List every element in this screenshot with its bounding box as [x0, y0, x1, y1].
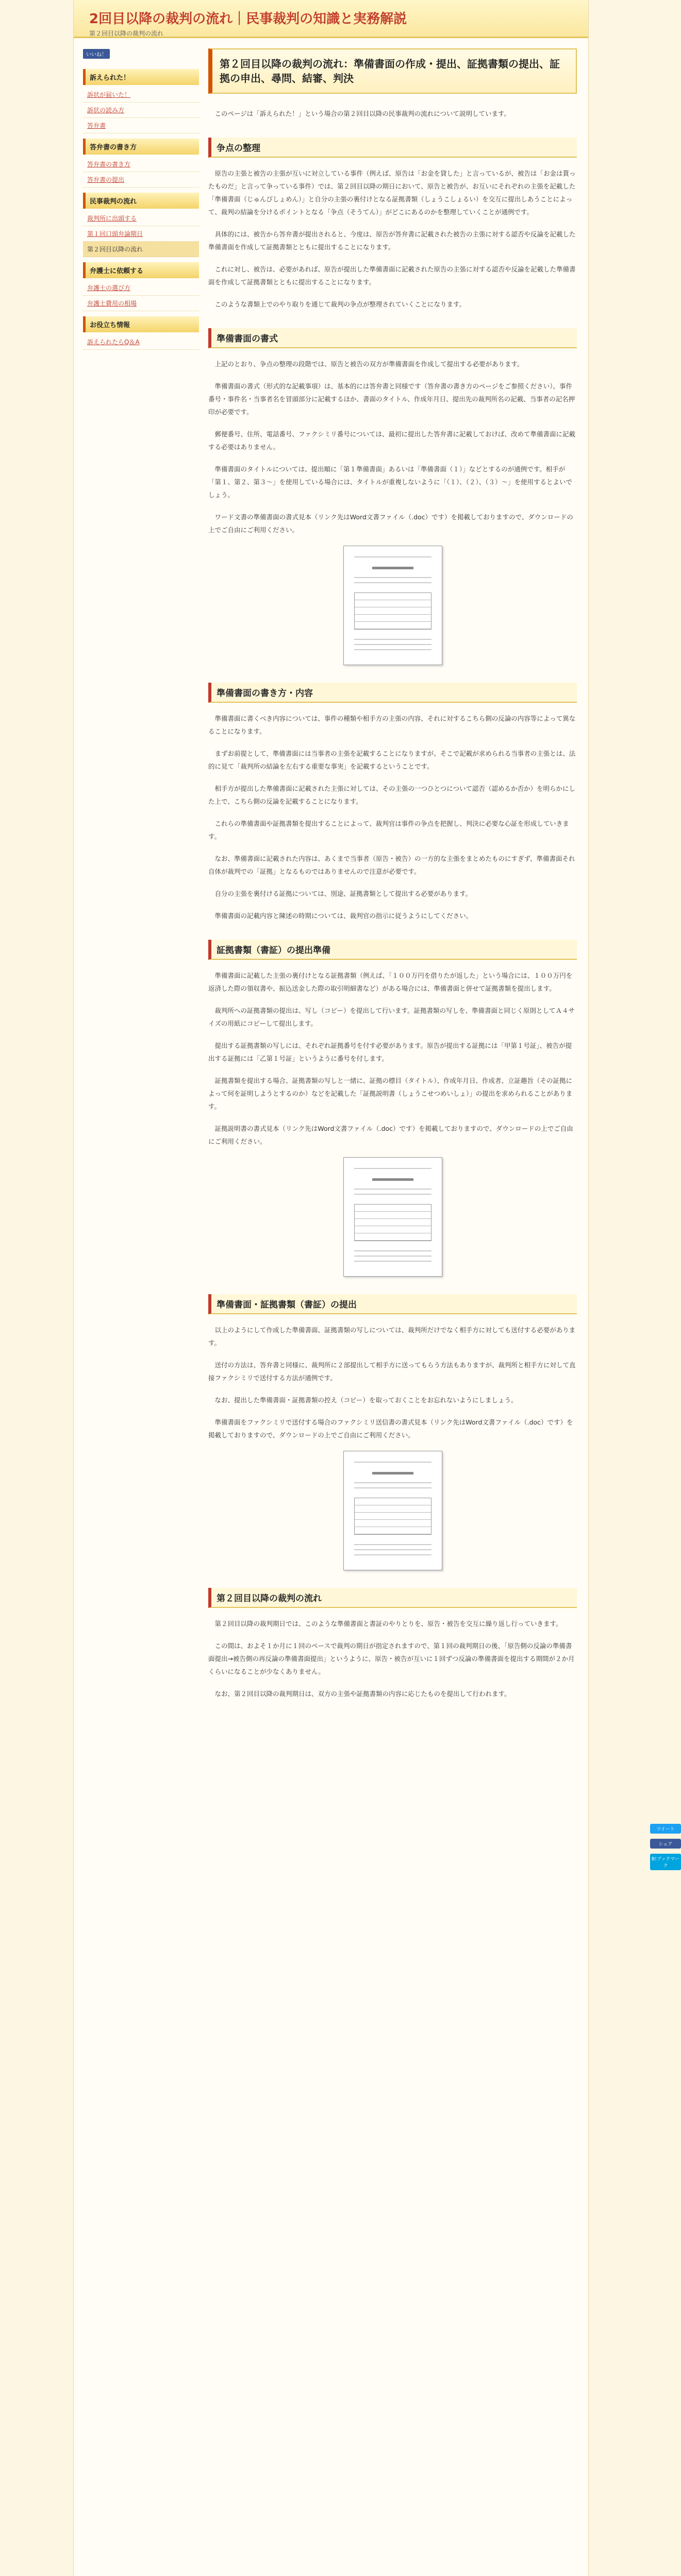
sidebar-link[interactable]: 答弁書の書き方	[83, 157, 199, 172]
facebook-like-button[interactable]: いいね！	[83, 49, 110, 59]
section-heading: 準備書面の書き方・内容	[208, 683, 577, 703]
site-title[interactable]: 2回目以降の裁判の流れ｜民事裁判の知識と実務解説	[89, 11, 407, 27]
facebook-share-button[interactable]: シェア	[650, 1839, 681, 1849]
section-paragraph: 準備書面の記載内容と陳述の時期については、裁判官の指示に従うようにしてください。	[214, 912, 473, 920]
sidebar-heading: お役立ち情報	[83, 316, 199, 332]
site-header	[74, 0, 588, 38]
section-paragraph: まずお前提として、準備書面には当事者の主張を記載することになりますが、そこで記載が求められる当事者の主張とは、法的に見て「裁判所の結論を左右する重要な事実」を記載するということです。	[208, 750, 576, 770]
site-subtitle: 第２回目以降の裁判の流れ	[89, 30, 164, 37]
sidebar-link[interactable]: 訴えられたらQ＆A	[83, 334, 199, 350]
sidebar-link[interactable]: 裁判所に出頭する	[83, 211, 199, 226]
section-paragraph: 証拠説明書の書式見本（リンク先はWord文書ファイル（.doc）です）を掲載しておりますので、ダウンロードの上でご自由にご利用ください。	[208, 1125, 573, 1145]
document-sample-image[interactable]	[343, 1451, 442, 1570]
section-paragraph: なお、提出した準備書面・証拠書類の控え（コピー）を取っておくことをお忘れないようにしましょう。	[214, 1396, 518, 1404]
section-paragraph: なお、第２回目以降の裁判期日は、双方の主張や証拠書類の内容に応じたものを提出して行われます。	[214, 1690, 511, 1698]
section-heading: 争点の整理	[208, 138, 577, 158]
section-paragraph: 準備書面をファクシミリで送付する場合のファクシミリ送信書の書式見本（リンク先はWord文書ファイル（.doc）です）を掲載しておりますので、ダウンロードの上でご自由にご利用ください。	[208, 1418, 573, 1439]
section-paragraph: 郵便番号、住所、電話番号、ファクシミリ番号については、最初に提出した答弁書に記載しておけば、改めて準備書面に記載する必要はありません。	[208, 430, 576, 451]
sidebar-link[interactable]: 第１回口頭弁論期日	[83, 226, 199, 242]
section-paragraph: 上記のとおり、争点の整理の段階では、原告と被告の双方が準備書面を作成して提出する必要があります。	[214, 360, 524, 368]
section-paragraph: 具体的には、被告から答弁書が提出されると、今度は、原告が答弁書に記載された被告の主張に対する認否や反論を記載した準備書面を作成して証拠書類とともに提出することになります。	[208, 230, 576, 251]
section-paragraph: ワード文書の準備書面の書式見本（リンク先はWord文書ファイル（.doc）です）を掲載しておりますので、ダウンロードの上でご自由にご利用ください。	[208, 513, 573, 534]
sidebar-heading: 答弁書の書き方	[83, 139, 199, 155]
section-paragraph: これらの準備書面や証拠書類を提出することによって、裁判官は事件の争点を把握し、判決に必要な心証を形成していきます。	[208, 820, 569, 840]
sidebar-link[interactable]: 訴状が届いた！	[83, 87, 199, 103]
sidebar-link[interactable]: 答弁書の提出	[83, 172, 199, 188]
section-heading: 証拠書類（書証）の提出準備	[208, 940, 577, 960]
section-heading: 準備書面の書式	[208, 328, 577, 348]
section-paragraph: この間は、およそ１か月に１回のペースで裁判の期日が指定されますので、第１回の裁判期日の後、「原告側の反論の準備書面提出→被告側の再反論の準備書面提出」というように、原告・被告が互いに１回ずつ反論の準備書面を提出する期間が２か月くらいになることが少なくありません。	[208, 1642, 575, 1675]
sidebar-link[interactable]: 訴状の読み方	[83, 103, 199, 118]
twitter-share-button[interactable]: ツイート	[650, 1824, 681, 1834]
section-paragraph: 原告の主張と被告の主張が互いに対立している事件（例えば、原告は「お金を貸した」と言っているが、被告は「お金は貰ったものだ」と言って争っている事件）では、第２回目以降の期日において、原告と被告が、お互いにそれぞれの主張を記載した「準備書面（じゅんびしょめん）」と自分の主張の裏付けとなる証拠書類（しょうこしょるい）を交互に提出しあうことによって、裁判の結論を分けるポイントとなる「争点（そうてん）」がどこにあるのかを整理していくことが通例です。	[208, 170, 576, 216]
section-heading: 第２回目以降の裁判の流れ	[208, 1588, 577, 1608]
section-paragraph: 準備書面に書くべき内容については、事件の種類や相手方の主張の内容、それに対するこちら側の反論の内容等によって異なることになります。	[208, 715, 576, 735]
sidebar-link[interactable]: 弁護士の選び方	[83, 280, 199, 296]
document-sample-image[interactable]	[343, 546, 442, 665]
page-title: 第２回目以降の裁判の流れ：準備書面の作成・提出、証拠書類の提出、証拠の申出、尋問、結審、判決	[208, 48, 577, 94]
section-paragraph: 提出する証拠書類の写しには、それぞれ証拠番号を付す必要があります。原告が提出する証拠には「甲第１号証」、被告が提出する証拠には「乙第１号証」というように番号を付します。	[208, 1042, 572, 1062]
sidebar-heading: 訴えられた！	[83, 69, 199, 85]
section-paragraph: 相手方が提出した準備書面に記載された主張に対しては、その主張の一つひとつについて認否（認めるか否か）を明らかにした上で、こちら側の反論を記載することになります。	[208, 785, 576, 805]
sidebar-link[interactable]: 第２回目以降の流れ	[83, 242, 199, 257]
sidebar-link[interactable]: 弁護士費用の相場	[83, 296, 199, 311]
hatena-bookmark-button[interactable]: B!ブックマーク	[650, 1854, 681, 1870]
section-paragraph: このような書類上でのやり取りを通じて裁判の争点が整理されていくことになります。	[214, 300, 466, 308]
sidebar-link[interactable]: 答弁書	[83, 118, 199, 133]
share-buttons	[650, 1824, 681, 1875]
section-paragraph: 以上のようにして作成した準備書面、証拠書類の写しについては、裁判所だけでなく相手方に対しても送付する必要があります。	[208, 1326, 576, 1347]
section-paragraph: 証拠書類を提出する場合、証拠書類の写しと一緒に、証拠の標目（タイトル）、作成年月日、作成者、立証趣旨（その証拠によって何を証明しようとするのか）などを記載した「証拠説明書（しょうこせつめいしょ）」の提出を求められることがあります。	[208, 1077, 573, 1110]
section-heading: 準備書面・証拠書類（書証）の提出	[208, 1294, 577, 1314]
page	[73, 0, 680, 2576]
intro-paragraph: このページは「訴えられた！」という場合の第２回目以降の民事裁判の流れについて説明しています。	[214, 110, 511, 117]
section-paragraph: 自分の主張を裏付ける証拠については、別途、証拠書類として提出する必要があります。	[214, 890, 472, 897]
section-paragraph: 裁判所への証拠書類の提出は、写し（コピー）を提出して行います。証拠書類の写しを、準備書面と同じく原則としてＡ４サイズの用紙にコピーして提出します。	[208, 1007, 575, 1027]
sidebar-heading: 民事裁判の流れ	[83, 193, 199, 209]
section-paragraph: なお、準備書面に記載された内容は、あくまで当事者（原告・被告）の一方的な主張をまとめたものにすぎず、準備書面それ自体が裁判での「証拠」となるものではありませんので注意が必要です。	[208, 855, 575, 875]
sidebar	[83, 48, 199, 1709]
main-content	[208, 48, 577, 1709]
document-sample-image[interactable]	[343, 1157, 442, 1277]
section-paragraph: これに対し、被告は、必要があれば、原告が提出した準備書面に記載された原告の主張に対する認否や反論を記載した準備書面を作成して証拠書類とともに提出することになります。	[208, 265, 576, 286]
section-paragraph: 第２回目以降の裁判期日では、このような準備書面と書証のやりとりを、原告・被告を交互に繰り返し行っていきます。	[214, 1620, 562, 1628]
section-paragraph: 準備書面に記載した主張の裏付けとなる証拠書類（例えば、「１００万円を借りたが返した」という場合には、１００万円を返済した際の領収書や、振込送金した際の取引明細書など）がある場合には、準備書面と併せて証拠書類を提出します。	[208, 972, 573, 992]
section-paragraph: 準備書面の書式（形式的な記載事項）は、基本的には答弁書と同様です（答弁書の書き方のページをご参照ください）。事件番号・事件名・当事者名を冒頭部分に記載するほか、書面のタイトル、作成年月日、提出先の裁判所名の記載、当事者の記名押印が必要です。	[208, 382, 575, 416]
section-paragraph: 送付の方法は、答弁書と同様に、裁判所に２部提出して相手方に送ってもらう方法もありますが、裁判所と相手方に対して直接ファクシミリで送付する方法が通例です。	[208, 1361, 576, 1382]
section-paragraph: 準備書面のタイトルについては、提出順に「第１準備書面」あるいは「準備書面（１）」などとするのが通例です。相手が「第１、第２、第３〜」を使用している場合には、タイトルが重複しないように「（１）、（２）、（３）〜」を使用するとよいでしょう。	[208, 465, 573, 499]
sidebar-heading: 弁護士に依頼する	[83, 262, 199, 278]
